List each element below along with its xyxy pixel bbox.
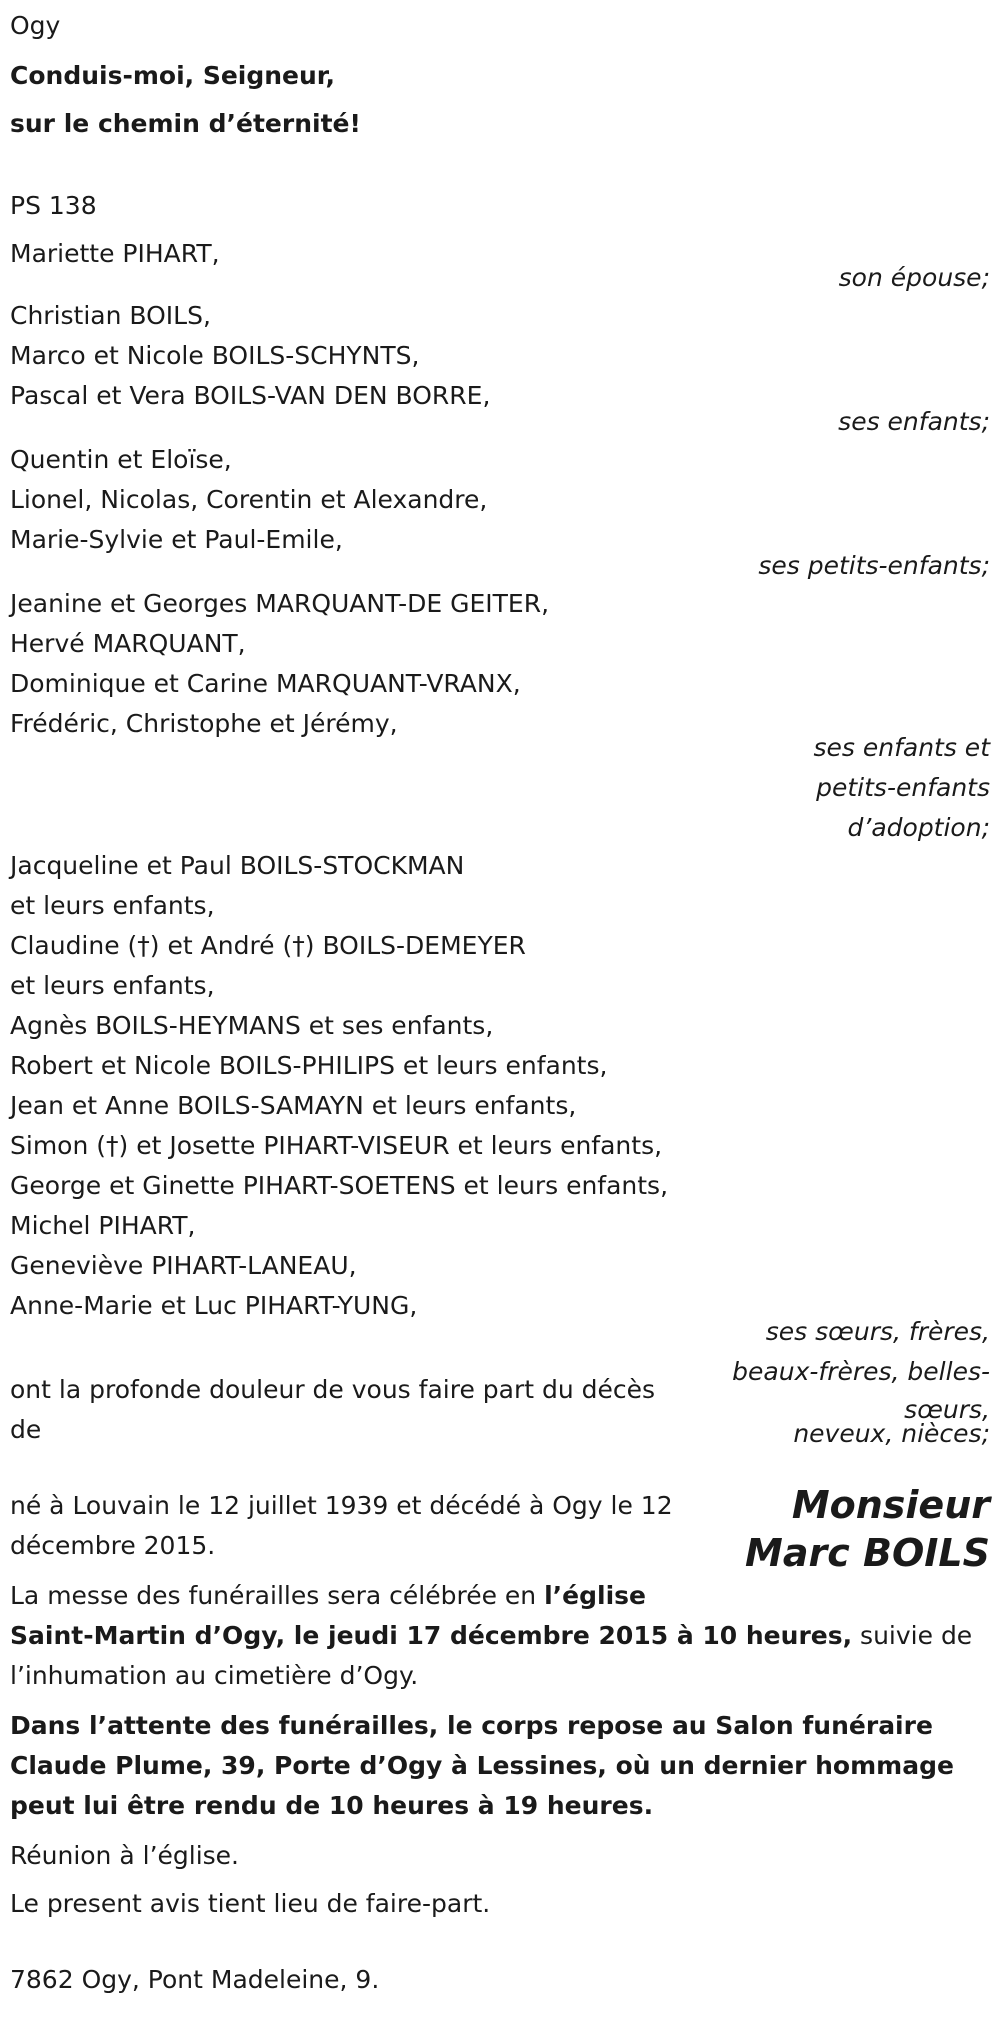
family-address: 7862 Ogy, Pont Madeleine, 9.	[10, 1965, 380, 1994]
children-list	[10, 296, 490, 416]
reunion-note: Réunion à l’église.	[10, 1841, 240, 1870]
psalm-reference: PS 138	[10, 191, 97, 220]
list-item: Pascal et Vera BOILS-VAN DEN BORRE,	[10, 381, 491, 410]
list-item: Anne-Marie et Luc PIHART-YUNG,	[10, 1291, 418, 1320]
spouse-name: Mariette PIHART,	[10, 239, 220, 268]
children-role: ses enfants;	[838, 407, 990, 436]
location-header: Ogy	[10, 11, 61, 40]
mass-suffix: suivie de	[852, 1621, 973, 1650]
siblings-role-line-2: beaux-frères, belles-	[732, 1357, 990, 1386]
list-item: Christian BOILS,	[10, 301, 211, 330]
rest-line-3: peut lui être rendu de 10 heures à 19 heures.	[10, 1791, 654, 1820]
list-item: Claudine (†) et André (†) BOILS-DEMEYER	[10, 931, 526, 960]
siblings-role-line-4: neveux, nièces;	[793, 1419, 990, 1448]
siblings-role-line-3: sœurs,	[904, 1395, 990, 1424]
mass-line-2	[10, 1616, 972, 1656]
deceased-name: Marc BOILS	[745, 1531, 990, 1575]
mass-date-time: Saint-Martin d’Ogy, le jeudi 17 décembre 2015 à 10 heures,	[10, 1621, 853, 1650]
list-item: Agnès BOILS-HEYMANS et ses enfants,	[10, 1011, 494, 1040]
birth-death-line-2: décembre 2015.	[10, 1531, 216, 1560]
list-item: Dominique et Carine MARQUANT-VRANX,	[10, 669, 521, 698]
rest-line-1: Dans l’attente des funérailles, le corps repose au Salon funéraire	[10, 1711, 933, 1740]
mass-line-1	[10, 1576, 646, 1616]
adoptive-family-list	[10, 584, 549, 744]
spouse-role: son épouse;	[838, 263, 990, 292]
list-item: et leurs enfants,	[10, 971, 215, 1000]
adoptive-role-line-2: petits-enfants	[816, 773, 990, 802]
prayer-line-1: Conduis-moi, Seigneur,	[10, 61, 335, 90]
list-item: Lionel, Nicolas, Corentin et Alexandre,	[10, 485, 488, 514]
list-item: Jeanine et Georges MARQUANT-DE GEITER,	[10, 589, 550, 618]
grandchildren-role: ses petits-enfants;	[758, 551, 990, 580]
list-item: Robert et Nicole BOILS-PHILIPS et leurs enfants,	[10, 1051, 608, 1080]
list-item: Michel PIHART,	[10, 1211, 196, 1240]
adoptive-role-line-1: ses enfants et	[813, 733, 990, 762]
prayer-line-2: sur le chemin d’éternité!	[10, 109, 361, 138]
deceased-title: Monsieur	[791, 1483, 990, 1527]
announcement-line-1: ont la profonde douleur de vous faire part du décès	[10, 1375, 656, 1404]
list-item: Marie-Sylvie et Paul-Emile,	[10, 525, 343, 554]
mass-line-3: l’inhumation au cimetière d’Ogy.	[10, 1661, 419, 1690]
list-item: Jean et Anne BOILS-SAMAYN et leurs enfants,	[10, 1091, 577, 1120]
mass-church: l’église	[544, 1581, 646, 1610]
birth-death-line-1: né à Louvain le 12 juillet 1939 et décédé à Ogy le 12	[10, 1491, 673, 1520]
mass-prefix: La messe des funérailles sera célébrée en	[10, 1581, 545, 1610]
list-item: Hervé MARQUANT,	[10, 629, 246, 658]
list-item: et leurs enfants,	[10, 891, 215, 920]
list-item: Simon (†) et Josette PIHART-VISEUR et leurs enfants,	[10, 1131, 663, 1160]
list-item: Quentin et Eloïse,	[10, 445, 232, 474]
adoptive-role-line-3: d’adoption;	[847, 813, 990, 842]
list-item: Geneviève PIHART-LANEAU,	[10, 1251, 357, 1280]
siblings-role-line-1: ses sœurs, frères,	[765, 1317, 990, 1346]
grandchildren-list	[10, 440, 487, 560]
list-item: Jacqueline et Paul BOILS-STOCKMAN	[10, 851, 465, 880]
list-item: Marco et Nicole BOILS-SCHYNTS,	[10, 341, 420, 370]
list-item: George et Ginette PIHART-SOETENS et leurs enfants,	[10, 1171, 669, 1200]
siblings-list	[10, 846, 668, 1326]
list-item: Frédéric, Christophe et Jérémy,	[10, 709, 398, 738]
notice-note: Le present avis tient lieu de faire-part.	[10, 1889, 491, 1918]
rest-line-2: Claude Plume, 39, Porte d’Ogy à Lessines, où un dernier hommage	[10, 1751, 954, 1780]
announcement-line-2: de	[10, 1415, 42, 1444]
